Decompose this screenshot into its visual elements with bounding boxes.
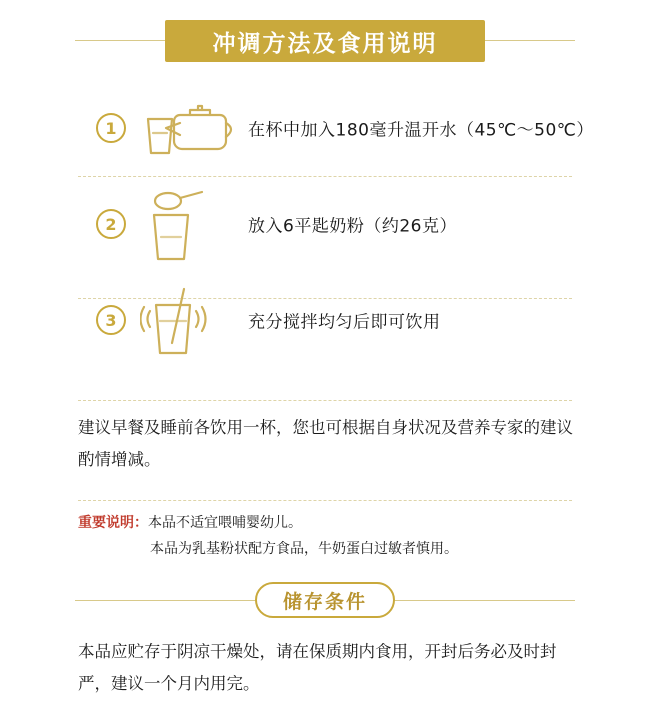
kettle-and-glass-icon (140, 89, 240, 167)
note-line-1 (78, 510, 578, 536)
step-text: 在杯中加入180毫升温开水（45℃～50℃） (248, 120, 594, 141)
step-text: 放入6平匙奶粉（约26克） (248, 216, 457, 237)
advice-text: 建议早餐及睡前各饮用一杯，您也可根据自身状况及营养专家的建议酌情增减。 (78, 418, 573, 469)
stirring-glass-icon (140, 281, 240, 359)
step-item (0, 176, 650, 272)
step-number-badge: 2 (96, 209, 126, 239)
divider (78, 298, 572, 299)
step-item (0, 80, 650, 176)
note-label: 重要说明： (78, 515, 148, 531)
step-text: 充分搅拌均匀后即可饮用 (248, 312, 441, 333)
storage-title: 储存条件 (282, 590, 367, 613)
steps-list (0, 80, 650, 368)
note-text-1: 本品不适宜喂哺婴幼儿。 (148, 515, 302, 531)
divider (78, 500, 572, 501)
page-title: 冲调方法及食用说明 (212, 30, 438, 57)
important-note (78, 510, 578, 562)
header-banner (0, 20, 650, 62)
storage-text: 本品应贮存于阴凉干燥处，请在保质期内食用，开封后务必及时封严，建议一个月内用完。 (78, 642, 557, 693)
storage-banner (0, 582, 650, 618)
step-item (0, 272, 650, 368)
step-number-badge: 3 (96, 305, 126, 335)
scoop-and-glass-icon (140, 185, 240, 263)
note-text-2: 本品为乳基粉状配方食品，牛奶蛋白过敏者慎用。 (150, 541, 458, 557)
step-number-badge: 1 (96, 113, 126, 143)
storage-banner-box (255, 582, 395, 618)
header-banner-box (165, 20, 485, 62)
divider (78, 176, 572, 177)
divider (78, 400, 572, 401)
